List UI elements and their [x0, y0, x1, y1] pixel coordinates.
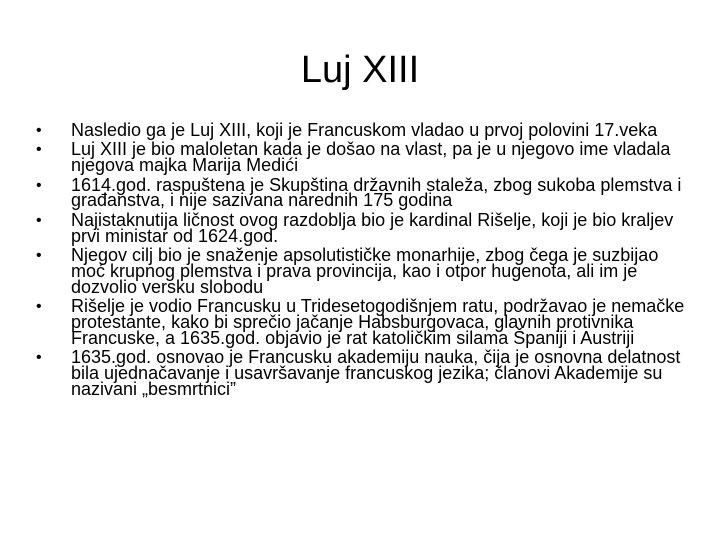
bullet-text: 1635.god. osnovao je Francusku akademiju nauka, čija je osnovna delatnost bila ujednačavanje i usavršavanje francuskog jezika; članovi Akademije su nazivani „besmrtnici” — [71, 346, 681, 399]
bullet-dot-icon: • — [36, 176, 42, 194]
bullet-list — [36, 120, 686, 401]
bullet-item — [36, 295, 686, 348]
bullet-dot-icon: • — [36, 246, 42, 264]
bullet-item — [36, 120, 686, 140]
bullet-dot-icon: • — [36, 122, 42, 139]
slide-title: Luj XIII — [300, 49, 420, 91]
bullet-text: Nasledio ga je Luj XIII, koji je Francuskom vladao u prvoj polovini 17.veka — [71, 120, 658, 140]
bullet-dot-icon: • — [36, 297, 42, 315]
bullet-text: 1614.god. raspuštena je Skupština državnih staleža, zbog sukoba plemstva i građanstva, i nije sazivana narednih 175 godina — [71, 174, 682, 211]
bullet-dot-icon: • — [36, 211, 42, 229]
bullet-text: Njegov cilj bio je snaženje apsolutističke monarhije, zbog čega je suzbijao moć krupnog plemstva i prava provincija, kao i otpor hugenota, ali im je dozvolio versku slobodu — [71, 244, 659, 297]
bullet-dot-icon: • — [36, 348, 42, 366]
bullet-text: Najistaknutija ličnost ovog razdoblja bio je kardinal Rišelje, koji je bio kraljev prvi ministar od 1624.god. — [71, 209, 674, 246]
bullet-item — [36, 174, 686, 211]
bullet-dot-icon: • — [36, 141, 42, 159]
bullet-text: Rišelje je vodio Francusku u Tridesetogodišnjem ratu, podržavao je nemačke protestante, kako bi sprečio jačanje Habsburgovaca, glavnih protivnika Francuske, a 1635.god. objavio je rat katoličkim silama Španiji i Austriji — [71, 295, 685, 348]
bullet-item — [36, 346, 686, 399]
bullet-item — [36, 244, 686, 297]
bullet-item — [36, 209, 686, 246]
bullet-item — [36, 139, 686, 176]
bullet-text: Luj XIII je bio maloletan kada je došao na vlast, pa je u njegovo ime vladala njegova majka Marija Medići — [71, 139, 671, 176]
